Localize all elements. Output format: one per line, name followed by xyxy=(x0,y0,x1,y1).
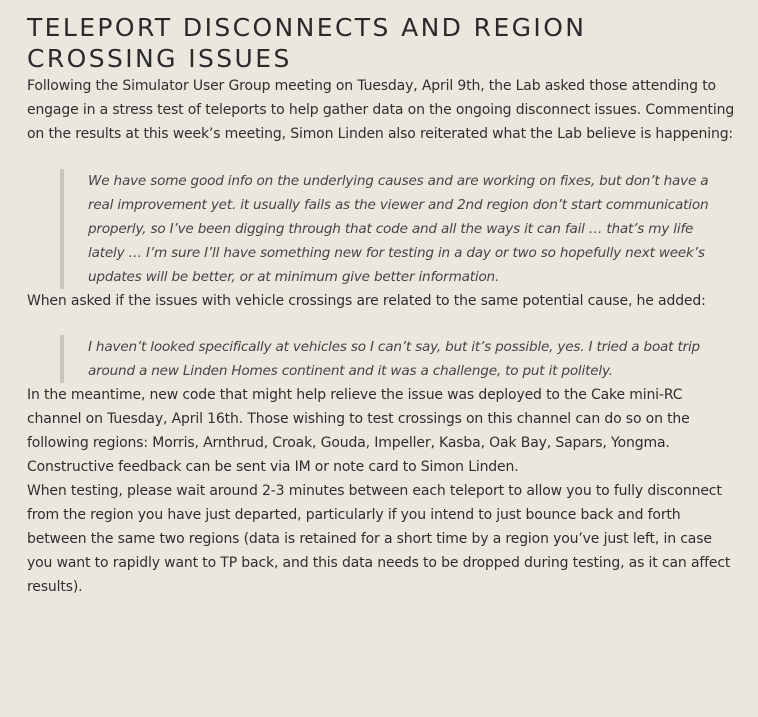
article-title: TELEPORT DISCONNECTS AND REGION CROSSING ISSUES xyxy=(27,13,587,73)
paragraph-intro: Following the Simulator User Group meeting on Tuesday, April 9th, the Lab asked those attending to engage in a stress test of teleports to help gather data on the ongoing disconnect issues. Commenting on the results at this week’s meeting, Simon Linden also reiterated what the Lab believe is happening: xyxy=(27,78,735,142)
blockquote-simon-linden-vehicles: I haven’t looked specifically at vehicles so I can’t say, but it’s possible, yes. I tried a boat trip around a new Linden Homes continent and it was a challenge, to put it politely. xyxy=(60,335,738,383)
blockquote-simon-linden-fixes: We have some good info on the underlying causes and are working on fixes, but don’t have a real improvement yet. it usually fails as the viewer and 2nd region don’t start communication properly, so I’ve been digging through that code and all the ways it can fail … that’s my life lately … I’m sure I’ll have something new for testing in a day or two so hopefully next week’s updates will be better, or at minimum give better information. xyxy=(60,169,738,289)
paragraph-vehicle-question: When asked if the issues with vehicle crossings are related to the same potential cause, he added: xyxy=(27,293,706,309)
paragraph-testing-advice: When testing, please wait around 2-3 minutes between each teleport to allow you to fully disconnect from the region you have just departed, particularly if you intend to just bounce back and forth between the same two regions (data is retained for a short time by a region you’ve just left, in case you want to rapidly want to TP back, and this data needs to be dropped during testing, as it can affect results). xyxy=(27,483,731,595)
paragraph-cake-mini-rc: In the meantime, new code that might help relieve the issue was deployed to the Cake mini-RC channel on Tuesday, April 16th. Those wishing to test crossings on this channel can do so on the following regions: Morris, Arnthrud, Croak, Gouda, Impeller, Kasba, Oak Bay, Sapars, Yongma. Constructive feedback can be sent via IM or note card to Simon Linden. xyxy=(27,387,690,475)
